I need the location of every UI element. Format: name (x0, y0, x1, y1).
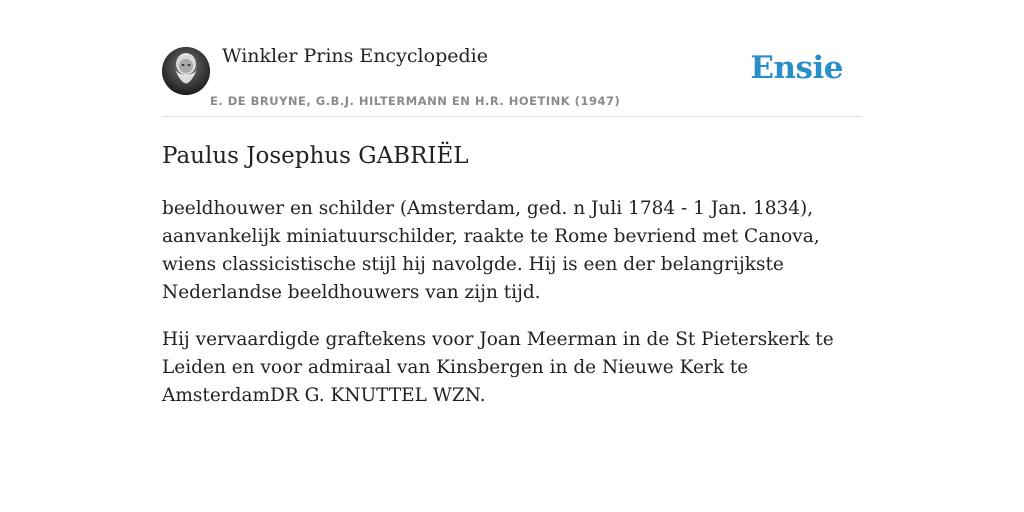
site-title[interactable]: Winkler Prins Encyclopedie (222, 45, 488, 67)
header (162, 0, 862, 117)
bearded-man-portrait-icon (162, 47, 210, 95)
ensie-logo[interactable]: Ensie (750, 50, 843, 86)
article-title: Paulus Josephus GABRIËL (162, 143, 469, 169)
article-paragraph: Hij vervaardigde graftekens voor Joan Meerman in de St Pieterskerk te Leiden en voor admiraal van Kinsbergen in de Nieuwe Kerk te AmsterdamDR G. KNUTTEL WZN. (162, 329, 834, 406)
avatar[interactable] (162, 47, 210, 95)
article-paragraph: beeldhouwer en schilder (Amsterdam, ged. n Juli 1784 - 1 Jan. 1834), aanvankelijk miniatuurschilder, raakte te Rome bevriend met Canova, wiens classicistische stijl hij navolgde. Hij is een der belangrijkste Nederlandse beeldhouwers van zijn tijd. (162, 198, 820, 303)
page-container (162, 0, 862, 410)
authors-line: E. DE BRUYNE, G.B.J. HILTERMANN EN H.R. HOETINK (1947) (210, 94, 621, 108)
